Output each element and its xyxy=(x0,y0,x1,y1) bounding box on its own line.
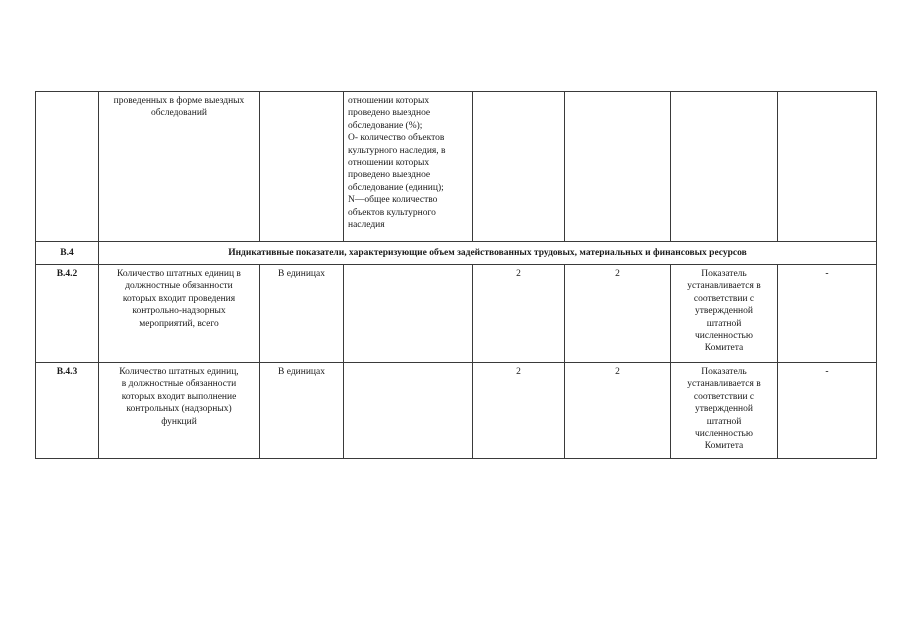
table-row xyxy=(36,92,877,242)
table-row xyxy=(36,265,877,363)
note-cell: Показатель устанавливается в соответствии с утвержденной штатной численностью Комитета xyxy=(671,363,778,459)
indicator-name-cell: Количество штатных единиц в должностные обязанности которых входит проведения контрольно-надзорных мероприятий, всего xyxy=(99,265,260,363)
value-cell: 2 xyxy=(473,265,565,363)
unit-cell: В единицах xyxy=(260,363,344,459)
indicator-name-cell: проведенных в форме выездных обследований xyxy=(99,92,260,242)
extra-cell: - xyxy=(778,363,877,459)
formula-cell: отношении которых проведено выездное обследование (%); O- количество объектов культурного наследия, в отношении которых проведено выездное обследование (единиц); N—общее количество объектов культурного наследия xyxy=(344,92,473,242)
value-cell: 2 xyxy=(565,363,671,459)
value-cell xyxy=(473,92,565,242)
row-number-cell xyxy=(36,92,99,242)
unit-cell: В единицах xyxy=(260,265,344,363)
section-row xyxy=(36,242,877,265)
row-number-cell: В.4.3 xyxy=(36,363,99,459)
note-cell xyxy=(671,92,778,242)
unit-cell xyxy=(260,92,344,242)
formula-cell xyxy=(344,265,473,363)
indicator-name-cell: Количество штатных единиц, в должностные обязанности которых входит выполнение контрольных (надзорных) функций xyxy=(99,363,260,459)
extra-cell xyxy=(778,92,877,242)
section-number-cell: В.4 xyxy=(36,242,99,265)
formula-cell xyxy=(344,363,473,459)
value-cell xyxy=(565,92,671,242)
row-number-cell: В.4.2 xyxy=(36,265,99,363)
extra-cell: - xyxy=(778,265,877,363)
section-title-cell: Индикативные показатели, характеризующие объем задействованных трудовых, материальных и финансовых ресурсов xyxy=(99,242,877,265)
table-row xyxy=(36,363,877,459)
value-cell: 2 xyxy=(473,363,565,459)
value-cell: 2 xyxy=(565,265,671,363)
indicators-table xyxy=(35,91,877,459)
note-cell: Показатель устанавливается в соответствии с утвержденной штатной численностью Комитета xyxy=(671,265,778,363)
